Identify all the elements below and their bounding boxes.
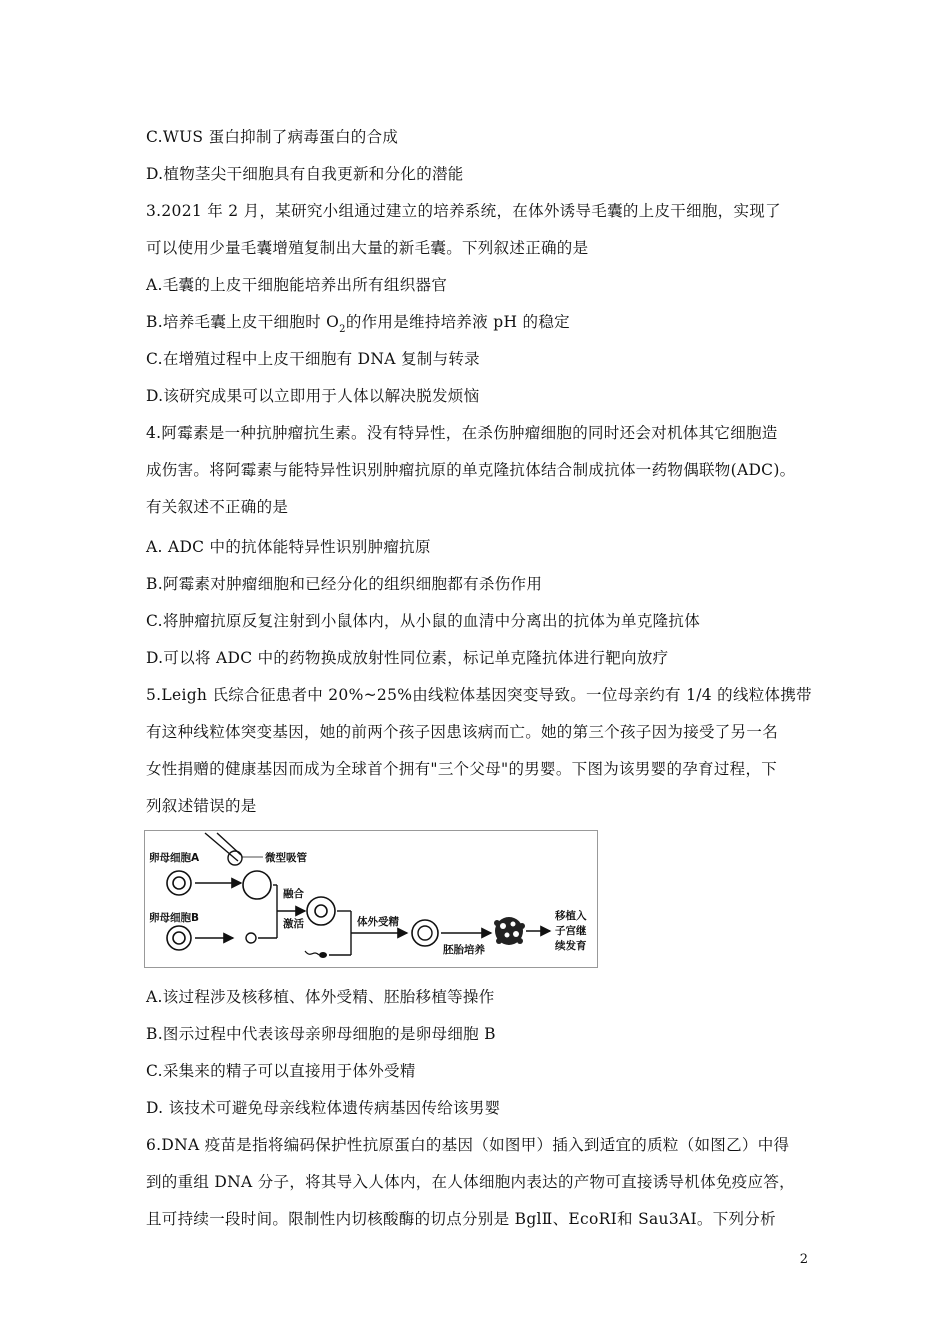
sperm-tail xyxy=(305,951,319,955)
embryo-cluster xyxy=(494,917,525,945)
ivf-label: 体外受精 xyxy=(357,916,399,928)
question-4-stem-line3: 有关叙述不正确的是 xyxy=(146,498,289,516)
transfer-label-2: 子宫继 xyxy=(555,925,587,937)
option-d-stem-cell: D.植物茎尖干细胞具有自我更新和分化的潜能 xyxy=(146,165,464,183)
question-3-option-a: A.毛囊的上皮干细胞能培养出所有组织器官 xyxy=(146,276,448,294)
question-5-stem-line3: 女性捐赠的健康基因而成为全球首个拥有"三个父母"的男婴。下图为该男婴的孕育过程，下 xyxy=(146,760,778,778)
egg-a-label: 卵母细胞A xyxy=(149,852,200,864)
question-6-stem-line3: 且可持续一段时间。限制性内切核酸酶的切点分别是 BglⅡ、EcoRⅠ和 Sau3AⅠ。下列分析 xyxy=(146,1210,776,1228)
question-4-stem-line1: 4.阿霉素是一种抗肿瘤抗生素。没有特异性，在杀伤肿瘤细胞的同时还会对机体其它细胞造 xyxy=(146,424,778,442)
enucleated-egg xyxy=(243,871,271,899)
question-4-option-a: A. ADC 中的抗体能特异性识别肿瘤抗原 xyxy=(146,538,431,556)
question-3-option-d: D.该研究成果可以立即用于人体以解决脱发烦恼 xyxy=(146,387,480,405)
fused-egg-nucleus xyxy=(315,905,327,917)
fertilized-egg-inner xyxy=(418,926,432,940)
transfer-label-1: 移植入 xyxy=(555,910,587,922)
process-diagram xyxy=(145,831,599,969)
egg-b-cell xyxy=(167,926,191,950)
question-3-option-b: B.培养毛囊上皮干细胞时 $O_2$的作用是维持培养液 pH 的稳定 xyxy=(146,313,570,335)
egg-a-cell xyxy=(167,871,191,895)
question-4-option-c: C.将肿瘤抗原反复注射到小鼠体内，从小鼠的血清中分离出的抗体为单克隆抗体 xyxy=(146,612,701,630)
sperm-head xyxy=(319,952,327,958)
question-5-stem-line1: 5.Leigh 氏综合征患者中 20%~25%由线粒体基因突变导致。一位母亲约有 1/4 的线粒体携带 xyxy=(146,686,812,704)
question-4-stem-line2: 成伤害。将阿霉素与能特异性识别肿瘤抗原的单克隆抗体结合制成抗体一药物偶联物(ADC)。 xyxy=(146,461,796,479)
egg-b-extracted-nucleus xyxy=(246,933,256,943)
option-c-wus: C.WUS 蛋白抑制了病毒蛋白的合成 xyxy=(146,128,399,146)
question-5-option-d: D. 该技术可避免母亲线粒体遗传病基因传给该男婴 xyxy=(146,1099,501,1117)
question-6-stem-line1: 6.DNA 疫苗是指将编码保护性抗原蛋白的基因（如图甲）插入到适宜的质粒（如图乙）中得 xyxy=(146,1136,790,1154)
question-3-option-c: C.在增殖过程中上皮干细胞有 DNA 复制与转录 xyxy=(146,350,480,368)
fusion-label-2: 激活 xyxy=(283,918,304,930)
egg-b-label: 卵母细胞B xyxy=(149,912,200,924)
question-5-option-b: B.图示过程中代表该母亲卵母细胞的是卵母细胞 B xyxy=(146,1025,496,1043)
fused-egg xyxy=(307,897,335,925)
question-6-stem-line2: 到的重组 DNA 分子，将其导入人体内，在人体细胞内表达的产物可直接诱导机体免疫应答， xyxy=(146,1173,795,1191)
question-3-stem-line2: 可以使用少量毛囊增殖复制出大量的新毛囊。下列叙述正确的是 xyxy=(146,239,589,257)
three-parent-baby-figure xyxy=(144,830,598,968)
fertilized-egg xyxy=(412,920,438,946)
question-5-option-a: A.该过程涉及核移植、体外受精、胚胎移植等操作 xyxy=(146,988,495,1006)
page-number: 2 xyxy=(799,1252,808,1267)
question-5-stem-line2: 有这种线粒体突变基因，她的前两个孩子因患该病而亡。她的第三个孩子因为接受了另一名 xyxy=(146,723,779,741)
transfer-label-3: 续发育 xyxy=(555,940,587,952)
question-4-option-d: D.可以将 ADC 中的药物换成放射性同位素，标记单克隆抗体进行靶向放疗 xyxy=(146,649,669,667)
fusion-label-1: 融合 xyxy=(283,888,304,900)
question-3-stem-line1: 3.2021 年 2 月，某研究小组通过建立的培养系统，在体外诱导毛囊的上皮干细胞，实现了 xyxy=(146,202,781,220)
egg-a-nucleus xyxy=(173,877,185,889)
question-5-option-c: C.采集来的精子可以直接用于体外受精 xyxy=(146,1062,416,1080)
embryo-culture-label: 胚胎培养 xyxy=(443,944,485,956)
egg-b-nucleus xyxy=(173,932,185,944)
pipette-label: 微型吸管 xyxy=(265,852,307,864)
question-5-stem-line4: 列叙述错误的是 xyxy=(146,797,257,815)
question-4-option-b: B.阿霉素对肿瘤细胞和已经分化的组织细胞都有杀伤作用 xyxy=(146,575,543,593)
